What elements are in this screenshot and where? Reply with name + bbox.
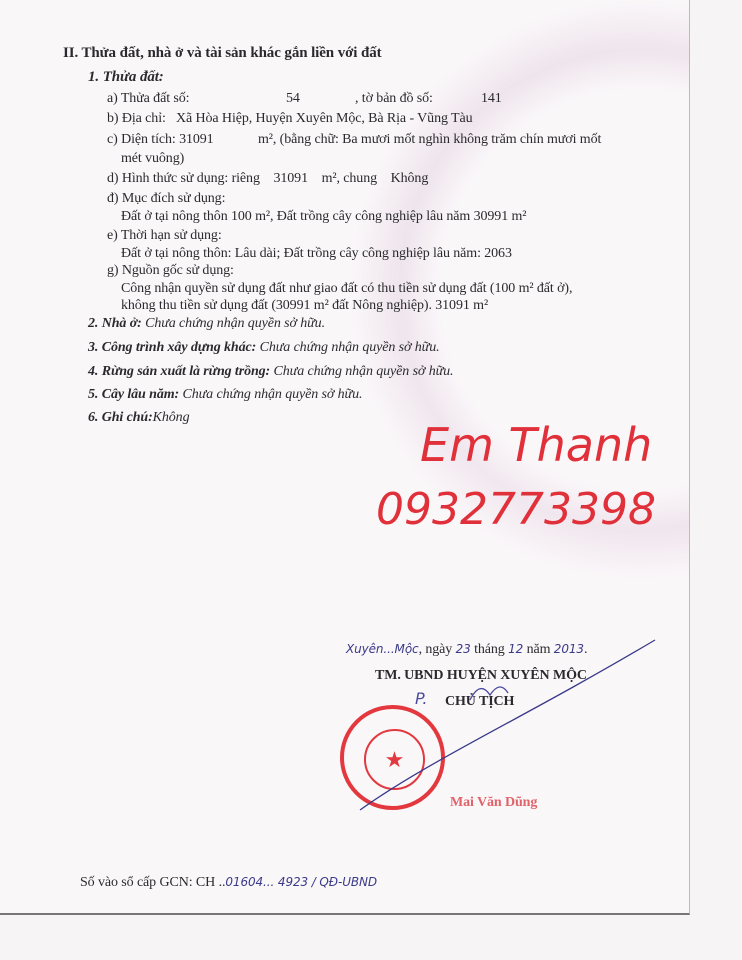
sign-date: Xuyên...Mộc, ngày 23 tháng 12 năm 2013.	[346, 642, 588, 657]
item-label: 6. Ghi chú:	[88, 410, 153, 425]
item-label: 5. Cây lâu năm:	[88, 387, 180, 402]
item-label: 3. Công trình xây dựng khác:	[88, 340, 257, 355]
address-value: Xã Hòa Hiệp, Huyện Xuyên Mộc, Bà Rịa - Vũng Tàu	[175, 111, 473, 126]
origin-label: g) Nguồn gốc sử dụng:	[107, 263, 234, 278]
item-label: 4. Rừng sản xuất là rừng trồng:	[88, 364, 271, 379]
month-handwritten: 12	[508, 642, 524, 656]
term-value: Đất ở tại nông thôn: Lâu dài; Đất trồng cây công nghiệp lâu năm: 2063	[121, 246, 512, 261]
origin-line-2: không thu tiền sử dụng đất (30991 m² đất Nông nghiệp). 31091 m²	[121, 298, 489, 313]
map-number: 141	[481, 91, 502, 106]
item-value: Chưa chứng nhận quyền sở hữu.	[273, 364, 454, 379]
private-area: 31091	[273, 171, 308, 186]
map-label: , tờ bản đồ số:	[355, 91, 433, 106]
item-value: Chưa chứng nhận quyền sở hữu.	[259, 340, 440, 355]
area-words: m², (bằng chữ: Ba mươi mốt nghìn không trăm chín mươi mốt	[258, 132, 602, 147]
place-handwritten: Xuyên...Mộc	[346, 642, 419, 656]
item-value: Không	[152, 410, 190, 425]
signing-title: CHỦ TỊCH	[445, 694, 515, 709]
signing-org: TM. UBND HUYỆN XUYÊN MỘC	[375, 668, 587, 683]
term-label: e) Thời hạn sử dụng:	[107, 228, 222, 243]
watermark-phone: 0932773398	[376, 484, 656, 535]
signature-prefix: P.	[415, 689, 428, 708]
parcel-label: a) Thửa đất số:	[107, 91, 190, 106]
seal-emblem-icon: ★	[364, 729, 425, 790]
origin-line-1: Công nhận quyền sử dụng đất như giao đất có thu tiền sử dụng đất (100 m² đất ở),	[121, 281, 573, 296]
purpose-label: đ) Mục đích sử dụng:	[107, 191, 226, 206]
year-handwritten: 2013	[553, 642, 584, 656]
area-value: c) Diện tích: 31091	[107, 132, 214, 147]
common-label: m², chung	[321, 171, 377, 186]
address-label: b) Địa chỉ:	[107, 111, 166, 126]
common-value: Không	[390, 171, 429, 186]
item-value: Chưa chứng nhận quyền sở hữu.	[182, 387, 363, 402]
date-text: tháng	[474, 642, 505, 657]
day-handwritten: 23	[455, 642, 471, 656]
registry-label: Số vào sổ cấp GCN: CH ..	[80, 875, 226, 890]
item-value: Chưa chứng nhận quyền sở hữu.	[145, 316, 325, 331]
usage-form-label: d) Hình thức sử dụng: riêng	[107, 171, 260, 186]
date-text: , ngày	[418, 642, 453, 657]
date-text: năm	[526, 642, 551, 657]
item-label: 2. Nhà ở:	[88, 316, 142, 331]
registry-handwritten: 01604... 4923 / QĐ-UBND	[225, 875, 378, 889]
section-title: II. Thửa đất, nhà ở và tài sản khác gắn liền với đất	[63, 45, 382, 61]
land-heading: 1. Thửa đất:	[88, 69, 164, 85]
registry-number	[80, 873, 377, 892]
signer-name: Mai Văn Dũng	[450, 795, 538, 810]
area-words-cont: mét vuông)	[121, 151, 185, 166]
watermark-name: Em Thanh	[420, 418, 653, 472]
parcel-number: 54	[286, 91, 300, 106]
purpose-value: Đất ở tại nông thôn 100 m², Đất trồng cây công nghiệp lâu năm 30991 m²	[121, 209, 527, 224]
